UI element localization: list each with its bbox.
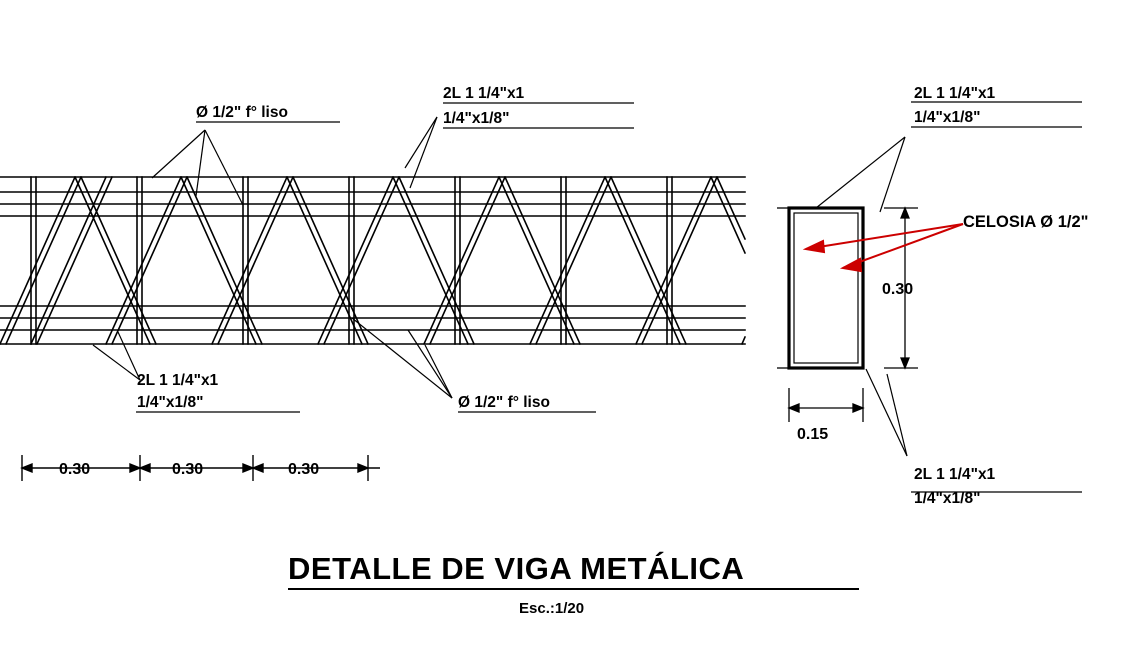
note-angles-bottom-line2: 1/4"x1/8" xyxy=(137,394,204,411)
note-angles-top-line1: 2L 1 1/4"x1 xyxy=(443,85,525,102)
dimension-label-3: 0.30 xyxy=(288,461,320,478)
celosia-leader-arrows xyxy=(806,224,963,271)
beam-cross-section xyxy=(789,208,863,368)
note-angles-bottom-line1: 2L 1 1/4"x1 xyxy=(137,372,219,389)
truss-diagonals xyxy=(0,177,745,344)
section-dimension-lines xyxy=(777,208,918,422)
section-leaders xyxy=(816,102,1082,492)
drawing-scale: Esc.:1/20 xyxy=(519,600,585,617)
section-note-top-line2: 1/4"x1/8" xyxy=(914,109,981,126)
dimension-label-2: 0.30 xyxy=(172,461,204,478)
dimension-label-1: 0.30 xyxy=(59,461,91,478)
note-liso-bottom: Ø 1/2" f° liso xyxy=(458,394,550,411)
note-angles-top-line2: 1/4"x1/8" xyxy=(443,110,510,127)
truss-elevation xyxy=(0,177,745,344)
note-liso-top: Ø 1/2" f° liso xyxy=(196,104,288,121)
section-note-bottom-line2: 1/4"x1/8" xyxy=(914,490,981,507)
section-dimension-height: 0.30 xyxy=(882,281,914,298)
section-note-top-line1: 2L 1 1/4"x1 xyxy=(914,85,996,102)
section-note-bottom-line1: 2L 1 1/4"x1 xyxy=(914,466,996,483)
section-dimension-width: 0.15 xyxy=(797,426,829,443)
section-note-celosia: CELOSIA Ø 1/2" xyxy=(963,213,1089,231)
drawing-title: DETALLE DE VIGA METÁLICA xyxy=(288,551,745,586)
title-underline xyxy=(288,588,859,590)
